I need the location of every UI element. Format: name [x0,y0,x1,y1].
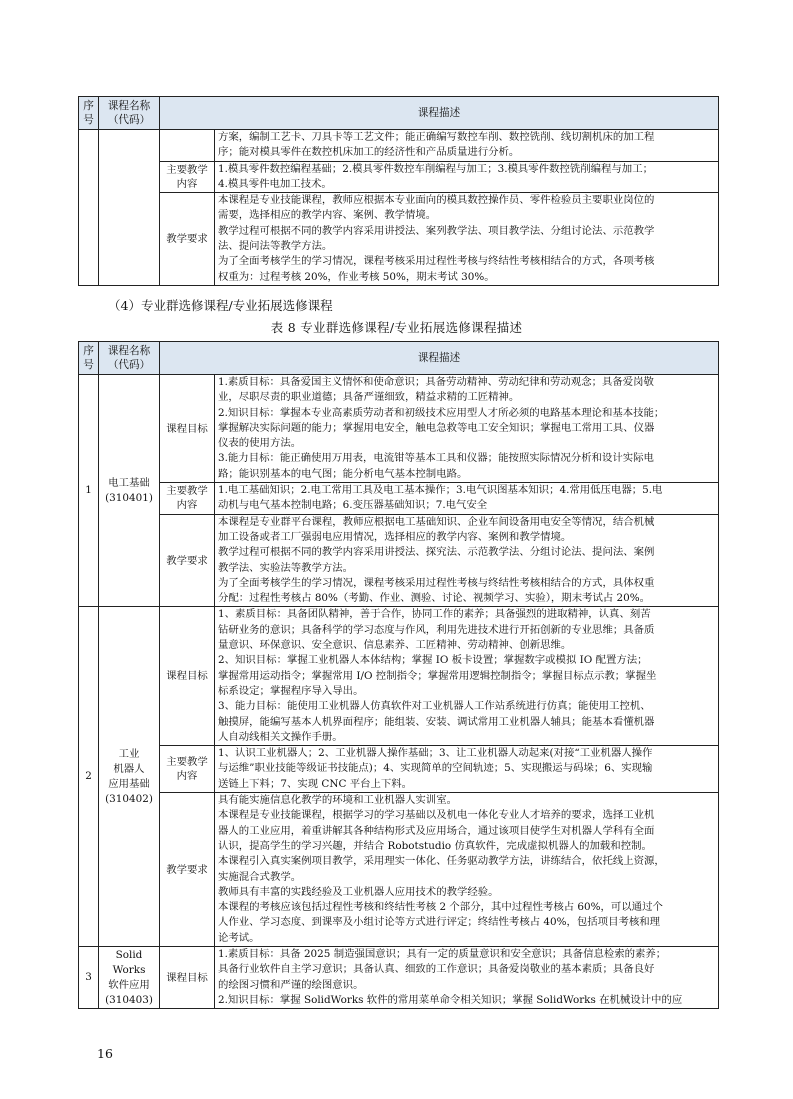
goal-label: 课程目标 [160,946,215,1008]
desc-line: 为了全面考核学生的学习情况，课程考核采用过程性考核与终结性考核相结合的方式，各项考核 [218,255,655,268]
desc-line: 2.知识目标：掌握 SolidWorks 软件的常用菜单命令相关知识；掌握 SolidWorks 在机械设计中的应 [218,993,683,1006]
desc-line: 与运维”职业技能等级证书技能点)；4、实现简单的空间轨迹；5、实现搬运与码垛；6、实现输 [218,762,653,775]
content-desc [215,746,719,793]
desc-line: 2.知识目标：掌握本专业高素质劳动者和初级技术应用型人才所必须的电路基本理论和基本技能； [218,406,665,419]
desc-line: 分配：过程性考核占 80%（考勤、作业、测验、讨论、视频学习、实验），期末考试占 20%。 [218,592,651,605]
desc-line: 标系设定；掌握程序导入导出。 [218,684,364,697]
table-row [79,193,719,286]
requirement-desc [215,514,719,607]
requirement-label: 教学要求 [160,793,215,947]
desc-line: 3.能力目标：能正确使用万用表，电流钳等基本工具和仪器；能按照实际情况分析和设计实际电 [218,452,654,465]
requirement-label: 教学要求 [160,514,215,607]
desc-line: 1.素质目标：具备爱国主义情怀和使命意识；具备劳动精神、劳动纪律和劳动观念；具备爱岗敬 [218,376,654,388]
desc-line: 1.模具零件数控编程基础；2.模具零件数控车削编程与加工；3.模具零件数控铣削编程与加工； [218,162,653,175]
requirement-desc [215,193,719,286]
desc-line: 具有能实施信息化教学的环境和工业机器人实训室。 [218,794,457,807]
desc-line: 的绘图习惯和严谨的绘图意识。 [218,978,364,991]
desc-line: 教学法、实验法等教学方法。 [218,561,354,574]
label-cell [160,130,215,162]
desc-line: 认识，提高学生的学习兴趣，并结合 Robotstudio 仿真软件，完成虚拟机器人的加载和控制。 [218,839,652,852]
desc-line: 触摸屏，能编写基本人机界面程序；能组装、安装、调试常用工业机器人辅具；能基本看懂机器 [218,715,655,728]
table-row [79,607,719,746]
course-number: 3 [79,946,99,1008]
content-label: 主要教学 内容 [160,161,215,193]
header-course-desc: 课程描述 [160,97,719,130]
table-row [79,793,719,947]
name-cell [99,130,160,286]
desc-line: 量意识、环保意识、安全意识、信息素养、工匠精神、劳动精神、创新思维。 [218,639,572,652]
desc-line: 具备行业软件自主学习意识；具备认真、细致的工作意识；具备爱岗敬业的基本素质；具备良好 [218,963,655,976]
header-number: 序 号 [79,342,99,375]
desc-line: 需要，选择相应的教学内容、案例、教学情境。 [218,209,437,222]
desc-line: 教师具有丰富的实践经验及工业机器人应用技术的教学经验。 [218,885,499,898]
desc-line: 论考试。 [218,931,260,944]
desc-line: 序；能对模具零件在数控机床加工的经济性和产品质量进行分析。 [218,146,520,159]
desc-line: 1.电工基础知识；2.电工常用工具及电工基本操作；3.电气识图基本知识；4.常用低压电器；5.电 [218,484,663,497]
desc-line: 加工设备或者工厂强弱电应用情况，选择相应的教学内容、案例和教学情境。 [218,530,572,543]
desc-line: 2、知识目标：掌握工业机器人本体结构；掌握 IO 板卡设置；掌握数字或模拟 IO 配置方法； [218,654,648,667]
desc-line: 人自动线相关文操作手册。 [218,730,343,743]
desc-line: 业，尽职尽责的职业道德；具备严谨细致，精益求精的工匠精神。 [218,391,520,404]
desc-line: 本课程是专业群平台课程，教师应根据电工基础知识、企业车间设备用电安全等情况，结合机械 [218,515,655,528]
desc-line: 动机与电气基本控制电路；6.变压器基础知识；7.电气安全 [218,499,488,512]
number-cell [79,130,99,286]
desc-line: 教学过程可根据不同的教学内容采用讲授法、案列教学法、项目教学法、分组讨论法、示范教学 [218,224,655,237]
desc-line: 钻研业务的意识；具备科学的学习态度与作风，利用先进技术进行开拓创新的专业思维；具备质 [218,623,655,636]
table-header-row [79,97,719,130]
desc-line: 3、能力目标：能使用工业机器人仿真软件对工业机器人工作站系统进行仿真；能使用工控机、 [218,700,651,713]
header-course-name: 课程名称 （代码） [99,342,160,375]
desc-line: 人作业、学习态度、到课率及小组讨论等方式进行评定；终结性考核占 40%，包括项目考核和理 [218,916,661,929]
goal-desc [215,607,719,746]
requirement-desc [215,793,719,947]
goal-desc [215,946,719,1008]
page-number: 16 [97,1046,113,1061]
desc-line: 为了全面考核学生的学习情况，课程考核采用过程性考核与终结性考核相结合的方式，具体权重 [218,576,655,589]
desc-line: 实施混合式教学。 [218,870,302,883]
table-row [79,746,719,793]
goal-label: 课程目标 [160,607,215,746]
goal-label: 课程目标 [160,375,215,483]
desc-line: 路；能识别基本的电气图；能分析电气基本控制电路。 [218,467,468,480]
desc-line: 方案，编制工艺卡、刀具卡等工艺文件；能正确编写数控车削、数控铣削、线切割机床的加工程 [218,131,655,143]
desc-line: 本课程是专业技能课程，教师应根据本专业面向的模具数控操作员、零件检验员主要职业岗位的 [218,194,655,207]
desc-line: 法、提问法等教学方法。 [218,240,333,253]
header-number: 序 号 [79,97,99,130]
content-label: 主要教学 内容 [160,483,215,515]
desc-line: 本课程的考核应该包括过程性考核和终结性考核 2 个部分，其中过程性考核占 60%，可以通过个 [218,901,663,914]
content-label: 主要教学 内容 [160,746,215,793]
desc-line: 1、素质目标：具备团队精神，善于合作，协同工作的素养；具备强烈的进取精神，认真、刻苦 [218,608,651,621]
desc-line: 仪表的使用方法。 [218,437,302,450]
header-course-name: 课程名称 （代码） [99,97,160,130]
table-header-row [79,342,719,375]
table-row [79,483,719,515]
desc-line: 1、认识工业机器人；2、工业机器人操作基础；3、让工业机器人动起来(对接“工业机器人操作 [218,747,653,760]
content-desc [215,161,719,193]
desc-line: 本课程是专业技能课程，根据学习的学习基础以及机电一体化专业人才培养的要求，选择工业机 [218,809,655,822]
course-number: 1 [79,375,99,607]
course-number: 2 [79,607,99,947]
desc-line: 器人的工业应用，着重讲解其各种结构形式及应用场合，通过该项目使学生对机器人学科有全面 [218,824,655,837]
table-row [79,375,719,483]
desc-cell [215,130,719,162]
requirement-label: 教学要求 [160,193,215,286]
desc-line: 掌握常用运动指令；掌握常用 I/O 控制指令；掌握常用逻辑控制指令；掌握目标点示教；掌握坐 [218,669,657,682]
table-row [79,514,719,607]
desc-line: 1.素质目标：具备 2025 制造强国意识；具有一定的质量意识和安全意识；具备信息检索的素养； [218,947,667,960]
continued-course-table [78,96,719,286]
desc-line: 送链上下料；7、实现 CNC 平台上下料。 [218,777,413,790]
desc-line: 权重为：过程考核 20%，作业考核 50%，期末考试 30%。 [218,270,495,283]
table-row [79,946,719,1008]
elective-course-table [78,341,719,1009]
goal-desc [215,375,719,483]
content-desc [215,483,719,515]
section-heading: （4）专业群选修课程/专业拓展选修课程 [108,298,333,313]
desc-line: 教学过程可根据不同的教学内容采用讲授法、探究法、示范教学法、分组讨论法、提问法、案例 [218,546,655,559]
table-row [79,161,719,193]
table-caption: 表 8 专业群选修课程/专业拓展选修课程描述 [270,320,523,335]
desc-line: 本课程引入真实案例项目教学，采用理实一体化、任务驱动教学方法，讲练结合，依托线上资源， [218,855,665,868]
course-name: 工业 机器人 应用基础 (310402) [99,607,160,947]
course-name: Solid Works 软件应用 (310403) [99,946,160,1008]
desc-line: 掌握解决实际问题的能力；掌握用电安全，触电急救等电工安全知识；掌握电工常用工具、仪器 [218,421,655,434]
header-course-desc: 课程描述 [160,342,719,375]
course-name: 电工基础 (310401) [99,375,160,607]
table-row [79,130,719,162]
desc-line: 4.模具零件电加工技术。 [218,177,332,190]
